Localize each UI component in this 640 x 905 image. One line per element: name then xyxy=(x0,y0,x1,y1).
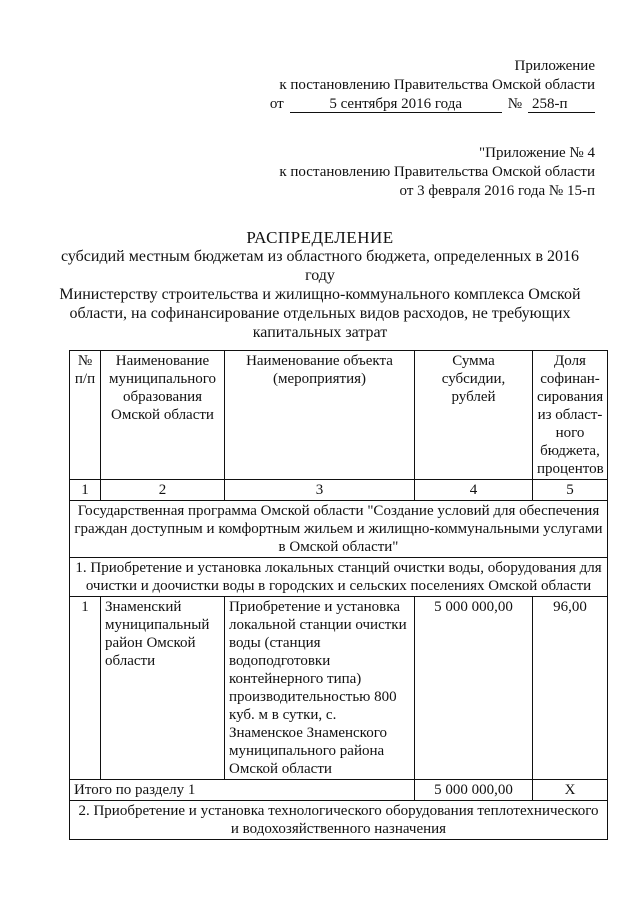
appendix4-label: "Приложение № 4 xyxy=(479,145,595,161)
title-line-1: субсидий местным бюджетам из областного бюджета, определенных в 2016 году xyxy=(60,248,580,284)
appendix-header xyxy=(270,57,595,114)
table-header-row xyxy=(70,351,608,480)
appendix-resolution: к постановлению Правительства Омской области xyxy=(279,77,595,93)
index-cell: 5 xyxy=(533,480,608,501)
document-title xyxy=(45,228,595,342)
index-cell: 1 xyxy=(70,480,101,501)
total-share: X xyxy=(533,780,608,801)
table-row xyxy=(70,597,608,780)
date-prefix: от xyxy=(269,96,284,112)
section-1-total-row xyxy=(70,780,608,801)
row-sum: 5 000 000,00 xyxy=(415,597,533,780)
total-label: Итого по разделу 1 xyxy=(70,780,415,801)
row-num: 1 xyxy=(70,597,101,780)
appendix4-date: от 3 февраля 2016 года № 15-п xyxy=(399,183,595,199)
table-index-row xyxy=(70,480,608,501)
title-main: РАСПРЕДЕЛЕНИЕ xyxy=(246,228,394,247)
title-line-3: области, на софинансирование отдельных видов расходов, не требующих xyxy=(69,305,571,322)
header-municipality: Наименование муниципального образования Омской области xyxy=(101,351,225,480)
section-2-row xyxy=(70,801,608,840)
program-row xyxy=(70,501,608,558)
appendix-label: Приложение xyxy=(514,58,595,74)
resolution-date: 5 сентября 2016 года xyxy=(290,96,502,113)
row-municipality: Знаменский муниципальный район Омской области xyxy=(101,597,225,780)
header-num: № п/п xyxy=(70,351,101,480)
section-1-title: 1. Приобретение и установка локальных станций очистки воды, оборудования для очистки и доочистки воды в городских и сельских поселениях Омской области xyxy=(70,558,608,597)
index-cell: 2 xyxy=(101,480,225,501)
appendix-date-line xyxy=(270,95,595,114)
program-title: Государственная программа Омской области "Создание условий для обеспечения граждан доступным и комфортным жильем и жилищно-коммунальными услугами в Омской области" xyxy=(70,501,608,558)
index-cell: 3 xyxy=(225,480,415,501)
appendix4-resolution: к постановлению Правительства Омской области xyxy=(279,164,595,180)
total-sum: 5 000 000,00 xyxy=(415,780,533,801)
row-share: 96,00 xyxy=(533,597,608,780)
header-object: Наименование объекта (мероприятия) xyxy=(225,351,415,480)
title-line-4: капитальных затрат xyxy=(252,324,388,341)
row-object: Приобретение и установка локальной станции очистки воды (станция водоподготовки контейнерного типа) производительностью 800 куб. м в сутки, с. Знаменское Знаменского муниципального района Омской области xyxy=(225,597,415,780)
header-share: Доля софинан-сирования из област-ного бюджета, процентов xyxy=(533,351,608,480)
header-sum: Сумма субсидии, рублей xyxy=(415,351,533,480)
appendix4-header xyxy=(279,144,595,201)
title-line-2: Министерству строительства и жилищно-коммунального комплекса Омской xyxy=(59,286,581,303)
resolution-number: 258-п xyxy=(528,96,595,113)
index-cell: 4 xyxy=(415,480,533,501)
section-1-row xyxy=(70,558,608,597)
section-2-title: 2. Приобретение и установка технологического оборудования теплотехнического и водохозяйственного назначения xyxy=(70,801,608,840)
number-prefix: № xyxy=(507,96,522,112)
subsidy-table xyxy=(69,350,608,840)
